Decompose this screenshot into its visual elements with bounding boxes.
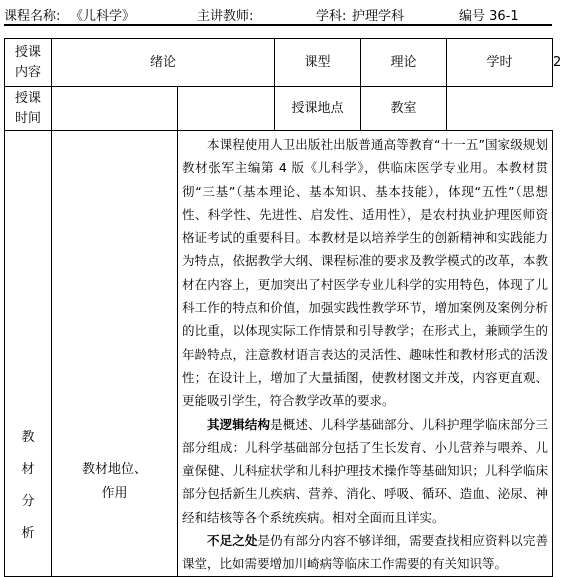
label-teaching-time: 授课 时间 — [5, 87, 52, 131]
row-time — [5, 87, 553, 131]
lesson-table — [4, 38, 561, 577]
paragraph-overview: 本课程使用人卫出版社出版普通高等教育“十一五”国家级规划教材张军主编第 4 版《儿科学》，供临床医学专业用。本教材贯彻“三基”（基本理论、基本知识、基本技能），体现“五性”（思想性、科学性、先进性、启发性、适用性），是农村执业护理医师资格证考试的重要科目。本教材是以培养学生的创新精神和实践能力为特点，依据教学大纲、课程标准的要求及教学模式的改革，本教材在内容上，更加突出了村医学专业儿科学的实用特色，体现了儿科工作的特点和价值，加强实践性教学环节，增加案例及案例分析的比重，以体现实际工作情景和引导教学；在形式上，兼顾学生的年龄特点，注意教材语言表达的灵活性、趣味性和教材形式的活泼性；在设计上，增加了大量插图，使教材图文并茂，内容更直观、更能吸引学生，符合教学改革的要求。 — [182, 137, 549, 409]
teaching-content-value: 绪论 — [52, 39, 275, 87]
type-label: 课型 — [275, 39, 361, 87]
document-header — [0, 0, 555, 38]
paragraph-shortcomings: 不足之处是仍有部分内容不够详细，需要查找相应资料以完善课堂，比如需要增加川崎病等临床工作需要的有关知识等。 — [182, 533, 548, 572]
paragraph-structure: 其逻辑结构是概述、儿科学基础部分、儿科护理学临床部分三部分组成：儿科学基础部分包括了生长发育、小儿营养与喂养、儿童保健、儿科症状学和儿科护理技术操作等基础知识；儿科学临床部分包括新生儿疾病、营养、消化、呼吸、循环、造血、泌尿、神经和结核等各个系统疾病。相对全面而且详实。 — [182, 416, 549, 525]
time-blank — [178, 87, 275, 131]
label-textbook-role: 教材地位、 作用 — [52, 131, 178, 577]
row-content: 授课 内容 绪论 课型 理论 学时 2 — [5, 39, 553, 87]
subject-label: 学科: — [316, 9, 347, 24]
subject-value: 护理学科 — [352, 9, 405, 24]
hours-label: 学时 — [447, 39, 553, 87]
serial-number: 编号 36-1 — [459, 9, 519, 24]
location-label: 授课地点 — [275, 87, 361, 131]
row-analysis — [5, 131, 553, 577]
course-label: 课程名称: — [4, 9, 61, 24]
type-value: 理论 — [361, 39, 447, 87]
label-textbook-analysis: 教 材 分 析 — [5, 131, 52, 577]
time-value — [52, 87, 178, 131]
teacher-label: 主讲教师: — [197, 9, 254, 24]
analysis-text — [178, 131, 553, 577]
location-value: 教室 — [361, 87, 447, 131]
label-teaching-content: 授课 内容 — [5, 39, 52, 87]
course-name: 《儿科学》 — [70, 9, 136, 24]
header-rule — [4, 24, 552, 26]
